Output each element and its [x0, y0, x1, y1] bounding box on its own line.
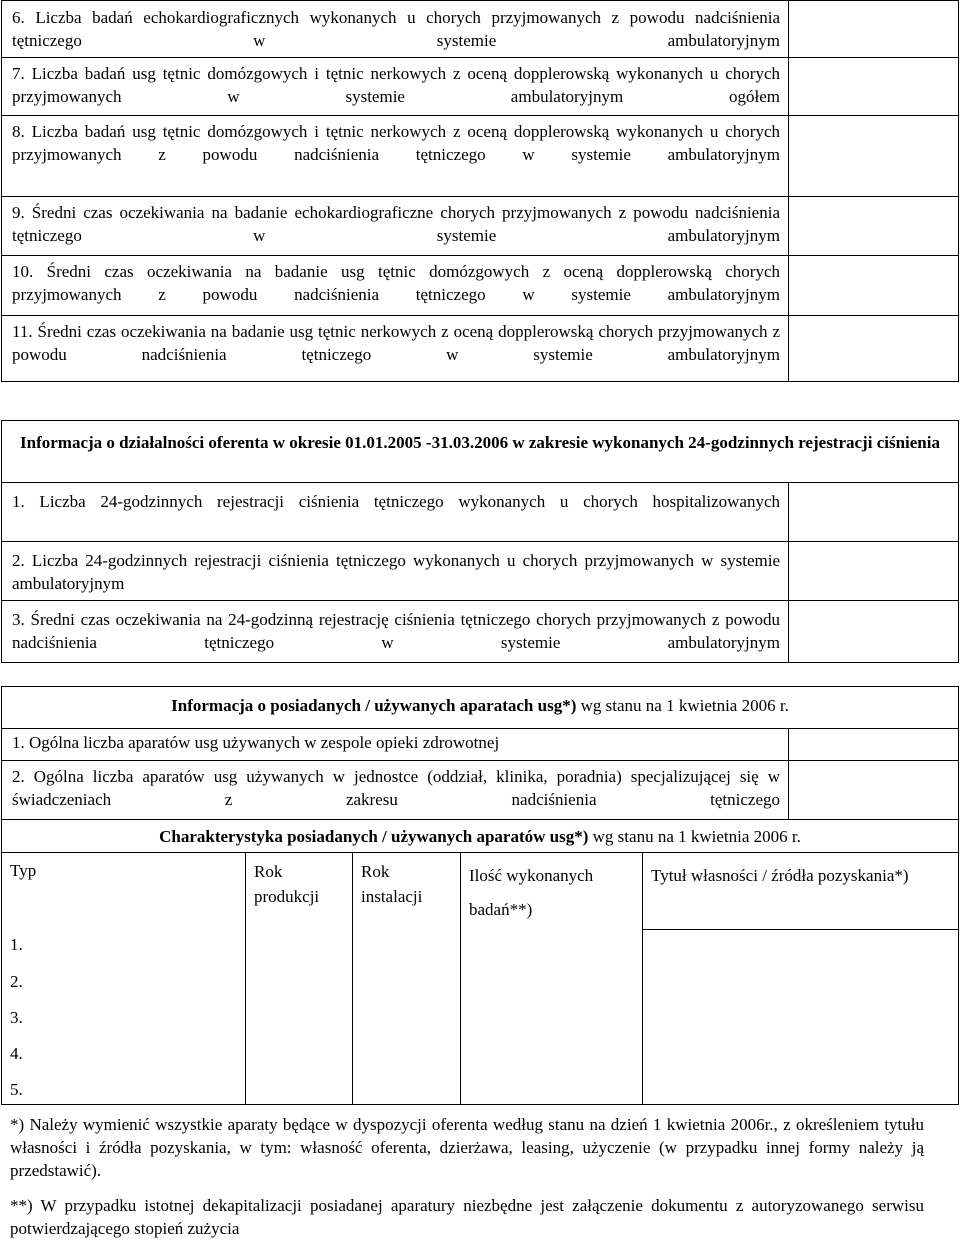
row-number-4: 4. — [10, 1044, 23, 1063]
row-number-1: 1. — [10, 935, 23, 954]
col-header-typ: Typ — [1, 852, 246, 1105]
answer-field-6[interactable] — [788, 0, 959, 58]
answer-field-10[interactable] — [788, 255, 959, 316]
col-header-ilosc-badan: Ilość wykonanych badań**) — [460, 852, 643, 1105]
question-11: 11. Średni czas oczekiwania na badanie usg tętnic nerkowych z oceną dopplerowską chorych przyjmowanych z powodu nadciśnienia tętniczego w systemie ambulatoryjnym — [1, 315, 789, 382]
answer-field-24h-1[interactable] — [788, 482, 959, 542]
question-24h-2: 2. Liczba 24-godzinnych rejestracji ciśnienia tętniczego wykonanych u chorych przyjmowanych w systemie ambulatoryjnym — [1, 541, 789, 601]
answer-field-8[interactable] — [788, 115, 959, 197]
question-usg-1: 1. Ogólna liczba aparatów usg używanych w zespole opieki zdrowotnej — [1, 728, 789, 761]
row-number-3: 3. — [10, 1008, 23, 1027]
footnote-1: *) Należy wymienić wszystkie aparaty będące w dyspozycji oferenta według stanu na dzień 1 kwietnia 2006r., z określeniem tytułu własności i źródła pozyskania, w tym: własność oferenta, dzierżawa, leasing, użyczenie (w przypadku innej formy należy ją przedstawić). — [10, 1115, 924, 1180]
answer-field-9[interactable] — [788, 196, 959, 256]
question-8: 8. Liczba badań usg tętnic domózgowych i tętnic nerkowych z oceną dopplerowską wykonanych u chorych przyjmowanych z powodu nadciśnienia tętniczego w systemie ambulatoryjnym — [1, 115, 789, 197]
footnote-2: **) W przypadku istotnej dekapitalizacji posiadanej aparatury niezbędne jest załączenie dokumentu z autoryzowanego serwisu potwierdzającego stopień zużycia — [10, 1196, 924, 1238]
row-number-2: 2. — [10, 972, 23, 991]
col-header-rok-instalacji: Rok instalacji — [352, 852, 461, 1105]
answer-field-usg-2[interactable] — [788, 760, 959, 820]
question-9: 9. Średni czas oczekiwania na badanie echokardiograficzne chorych przyjmowanych z powodu nadciśnienia tętniczego w systemie ambulatoryjnym — [1, 196, 789, 256]
section-24h-title: Informacja o działalności oferenta w okresie 01.01.2005 -31.03.2006 w zakresie wykonanych 24-godzinnych rejestracji ciśnienia — [1, 420, 959, 483]
col-header-tytul-wlasnosci: Tytuł własności / źródła pozyskania*) — [642, 852, 959, 930]
answer-field-11[interactable] — [788, 315, 959, 382]
col-tytul-body[interactable] — [642, 929, 959, 1105]
answer-field-usg-1[interactable] — [788, 728, 959, 761]
question-usg-2: 2. Ogólna liczba aparatów usg używanych w jednostce (oddział, klinika, poradnia) specjalizującej się w świadczeniach z zakresu nadciśnienia tętniczego — [1, 760, 789, 820]
col-header-rok-produkcji: Rok produkcji — [245, 852, 353, 1105]
question-10: 10. Średni czas oczekiwania na badanie usg tętnic domózgowych z oceną dopplerowską chorych przyjmowanych z powodu nadciśnienia tętniczego w systemie ambulatoryjnym — [1, 255, 789, 316]
answer-field-24h-3[interactable] — [788, 600, 959, 663]
question-6: 6. Liczba badań echokardiograficznych wykonanych u chorych przyjmowanych z powodu nadciśnienia tętniczego w systemie ambulatoryjnym — [1, 0, 789, 58]
characteristics-title: Charakterystyka posiadanych / używanych aparatów usg*) wg stanu na 1 kwietnia 2006 r. — [1, 819, 959, 853]
question-7: 7. Liczba badań usg tętnic domózgowych i tętnic nerkowych z oceną dopplerowską wykonanych u chorych przyjmowanych w systemie ambulatoryjnym ogółem — [1, 57, 789, 116]
row-number-5: 5. — [10, 1080, 23, 1099]
question-24h-3: 3. Średni czas oczekiwania na 24-godzinną rejestrację ciśnienia tętniczego chorych przyjmowanych z powodu nadciśnienia tętniczego w systemie ambulatoryjnym — [1, 600, 789, 663]
answer-field-7[interactable] — [788, 57, 959, 116]
question-24h-1: 1. Liczba 24-godzinnych rejestracji ciśnienia tętniczego wykonanych u chorych hospitalizowanych — [1, 482, 789, 542]
answer-field-24h-2[interactable] — [788, 541, 959, 601]
section-usg-title: Informacja o posiadanych / używanych aparatach usg*) wg stanu na 1 kwietnia 2006 r. — [1, 686, 959, 729]
